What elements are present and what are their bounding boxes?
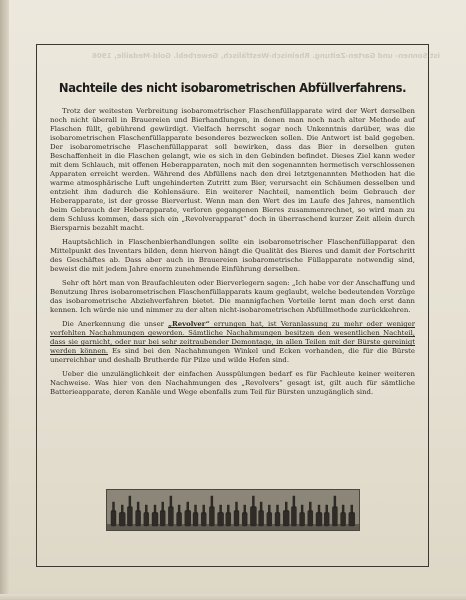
bottle (127, 507, 132, 527)
bottle-neck (129, 496, 131, 507)
underlined-passage: errungen hat, ist Veranlassung zu mehr oder weniger verfehlten Nachahmungen geworden. Sämtliche Nachahmungen besitzen den wesentlichen Nachteil, dass sie garnicht, oder nur bei sehr zeitraubender Demontage, in allen Teilen mit der Bürste gereinigt werden können. (50, 320, 415, 356)
bottle-neck (113, 502, 115, 511)
bottle-neck (220, 505, 222, 513)
bottle-neck (145, 505, 147, 513)
bottle-neck (195, 505, 197, 513)
bottle (250, 507, 256, 527)
bottle-neck (187, 502, 189, 511)
bottle (267, 512, 272, 526)
bottle (332, 507, 337, 527)
bottle (324, 512, 329, 526)
bottle-neck (309, 502, 311, 511)
page-bottom-edge (0, 594, 466, 600)
bottle (308, 510, 313, 526)
bottle (300, 512, 305, 526)
bottle (144, 512, 149, 526)
bottle-neck (211, 496, 213, 507)
bottle (193, 512, 198, 526)
bottles-illustration (107, 490, 359, 530)
bottle (185, 510, 191, 526)
body-text (50, 107, 415, 399)
bottle-neck (178, 505, 180, 513)
bottle-neck (351, 505, 353, 513)
bottle (226, 512, 231, 526)
paragraph-4-intro: Die Anerkennung die unser (62, 320, 169, 329)
bottle-neck (268, 505, 270, 513)
bottle-neck (342, 505, 344, 513)
revolver-highlight: „Revolver“ (168, 320, 210, 329)
bottle-neck (236, 502, 238, 511)
bottle (242, 512, 247, 526)
bottle (234, 510, 239, 526)
paragraph-4 (50, 320, 415, 365)
bottle (341, 512, 346, 526)
bottle-neck (277, 505, 279, 513)
bottle (160, 510, 165, 526)
page-edge-shadow (0, 0, 9, 600)
bottle (168, 507, 173, 527)
bottle-neck (318, 505, 320, 513)
bottle-neck (260, 502, 262, 511)
bottle-neck (334, 496, 336, 507)
bottle-neck (293, 496, 295, 507)
bottle-neck (326, 505, 328, 513)
bottle-neck (121, 505, 123, 513)
bottle-neck (137, 502, 139, 511)
bottle-neck (162, 502, 164, 511)
bottle-neck (285, 502, 287, 511)
bottle (218, 512, 224, 526)
bottle (316, 512, 322, 526)
bottle (259, 510, 264, 526)
bottle (291, 507, 296, 527)
bottle (201, 512, 206, 526)
paragraph-2: Hauptsächlich in Flaschenbierhandlungen sollte ein isobarometrischer Flaschenfüllapparat den Mittelpunkt des Inventars bilden, denn hiervon hängt die Qualität des Bieres und damit der Fortschritt des Geschäftes ab. Dass aber auch in Brauereien isobarometrische Füllapparate notwendig sind, beweist die mit jedem Jahre enorm zunehmende Einführung derselben. (50, 238, 415, 274)
paragraph-5: Ueber die unzulänglichkeit der einfachen Ausspülungen bedarf es für Fachleute keiner weiteren Nachweise. Was hier von den Nachahmungen des „Revolvers“ gesagt ist, gilt auch für sämtliche Batterieapparate, deren Kanäle und Wege ebenfalls zum Teil für Bürsten unzugänglich sind. (50, 370, 415, 397)
paragraph-4-tail: Es sind bei den Nachahmungen Winkel und Ecken vorhanden, die für die Bürste unerreichbar und deshalb Brutherde für Pilze und wilde Hefen sind. (50, 347, 415, 365)
bottle-neck (252, 496, 254, 507)
bottle (152, 512, 158, 526)
bottle (275, 512, 280, 526)
bottle (283, 510, 289, 526)
bottle (119, 512, 125, 526)
bottle-neck (227, 505, 229, 513)
bottle (111, 510, 116, 526)
bottle-neck (301, 505, 303, 513)
bottle-neck (170, 496, 172, 507)
bottle (349, 512, 355, 526)
bottle-neck (244, 505, 246, 513)
bottles-photo (106, 489, 360, 531)
bottle-neck (203, 505, 205, 513)
bottle (177, 512, 182, 526)
page-title: Nachteile des nicht isobarometrischen Abfüllverfahrens. (58, 80, 407, 95)
bottle (136, 510, 141, 526)
bleed-through-text: ist Sonnen- und Garten-Zeitung. Rheinisch-Westfälisch, Gewerbebl. Gold-Medaille, 1906 (92, 52, 440, 60)
bottle (209, 507, 214, 527)
paragraph-1: Trotz der weitesten Verbreitung isobarometrischer Flaschenfüllapparate wird der Wert derselben noch nicht überall in Brauereien und Bierhandlungen, in denen man noch nach alter Methode auf Flaschen füllt, gebührend gewürdigt. Vielfach herrscht sogar noch Unkenntnis darüber, was die isobarometrischen Flaschenfüllapparate besonderes bezwecken sollen. Die Antwort ist bald gegeben. Der isobarometrische Flaschenfüllapparat soll bewirken, dass das Bier in derselben guten Beschaffenheit in die Flaschen gelangt, wie es sich in den Gebinden befindet. Dieses Ziel kann weder mit dem Schlauch, mit offenen Heberapparaten, noch mit den sogenannten hermetisch verschlossenen Apparaten erreicht werden. Während des Abfüllens nach den drei letztgenannten Methoden hat die warme atmosphärische Luft ungehinderten Zutritt zum Bier, verursacht ein Schäumen desselben und entzieht ihm dadurch die Kohlensäure. Ein weiterer Nachteil, namentlich beim Gebrauch der Heberapparate, ist der grosse Bierverlust. Wenn man den Wert des im Laufe des Jahres, namentlich beim Gebrauch der Heberapparate, verloren gegangenen Bieres zusammenrechnet, so wird man zu dem Schluss kommen, dass sich ein „Revolverapparat“ doch in überraschend kurzer Zeit allein durch Biersparnis bezahlt macht. (50, 107, 415, 233)
bottle-neck (154, 505, 156, 513)
paragraph-3: Sehr oft hört man von Braufachleuten oder Bierverlegern sagen: „Ich habe vor der Anschaffung und Benutzung Ihres isobarometrischen Flaschenfüllapparats kaum geglaubt, welche bedeutenden Vorzüge das isobarometrische Abziehverfahren bietet. Die mannigfachen Vorteile lernt man doch erst dann kennen. Ich würde nie und nimmer zu der alten nicht-isobarometrischen Abfüllmethode zurückkehren. (50, 279, 415, 315)
